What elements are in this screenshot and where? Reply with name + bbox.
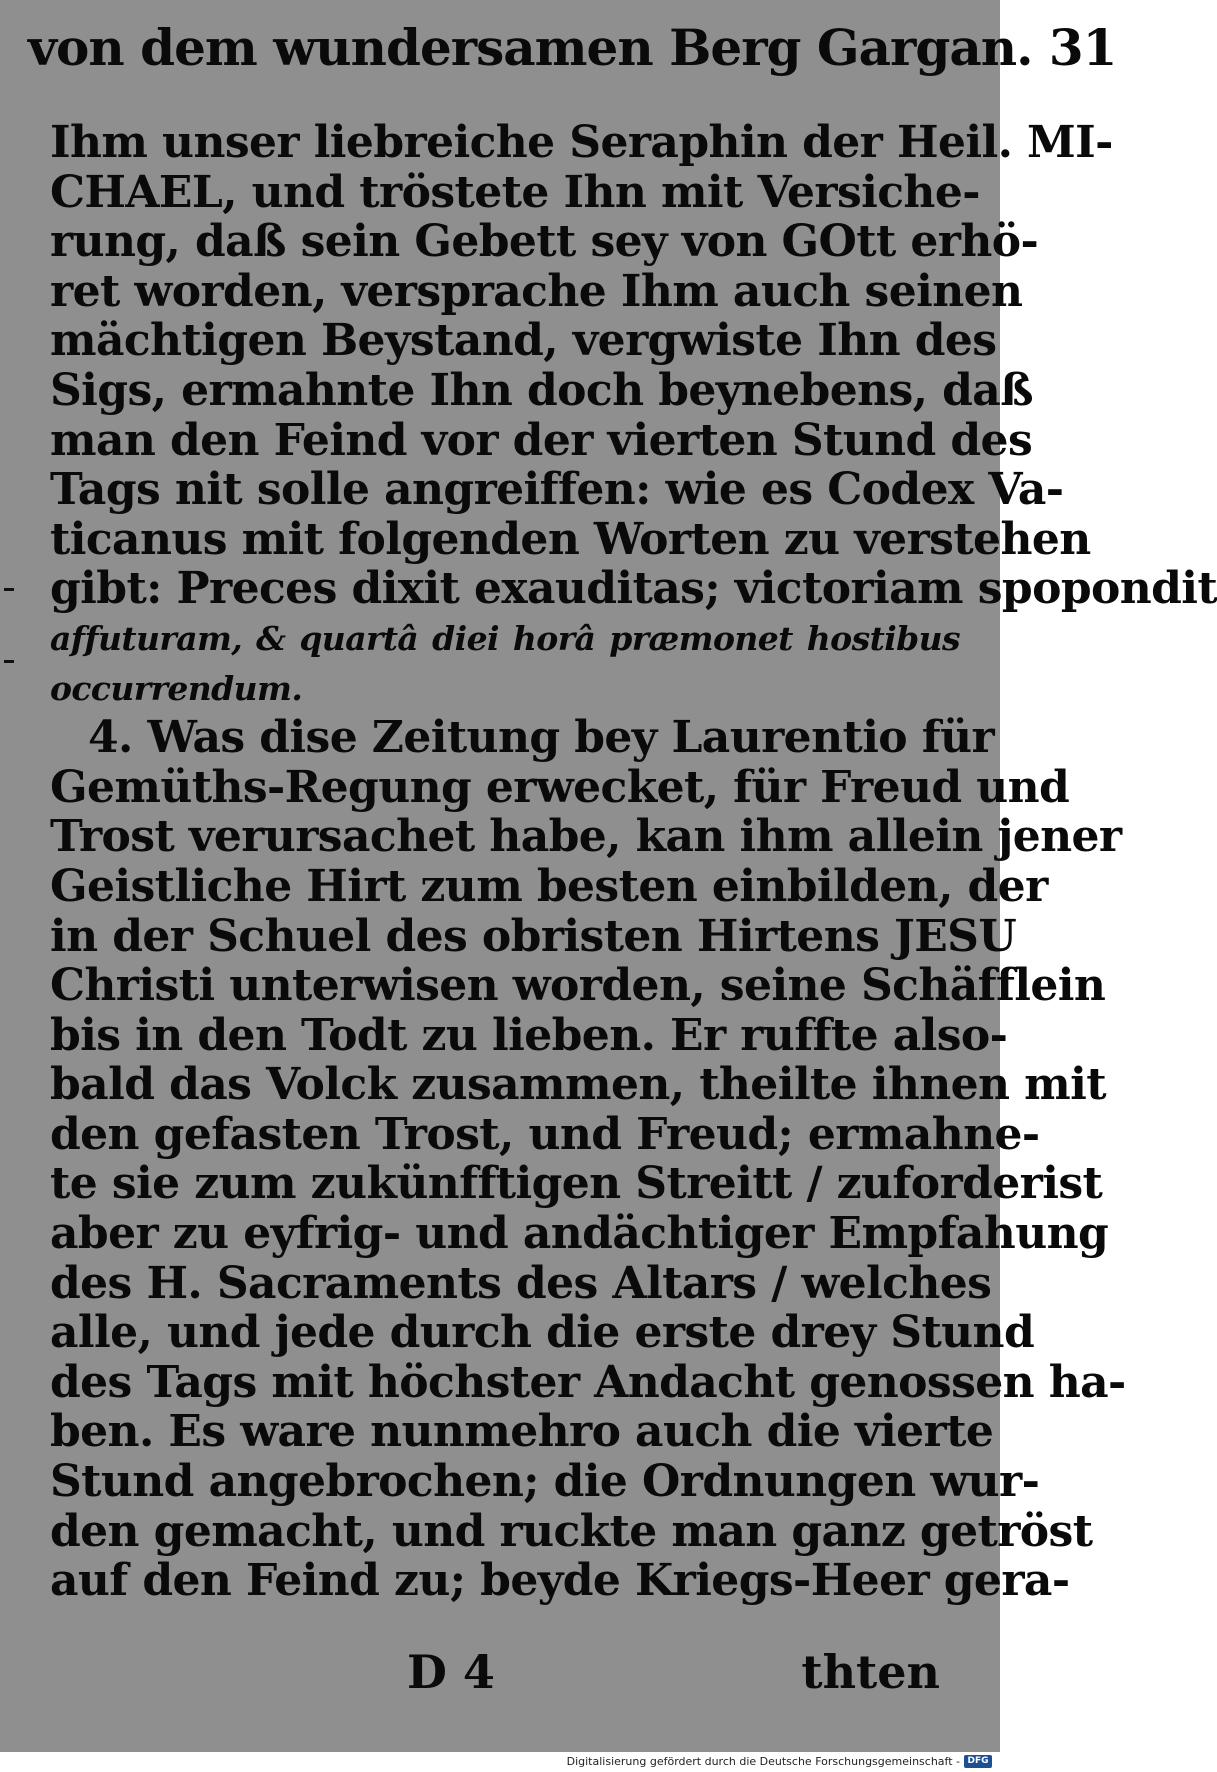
text-line: den gefasten Trost, und Freud; ermahne-: [50, 1108, 1040, 1160]
text-line: Gemüths-Regung erwecket, für Freud und: [50, 761, 1070, 813]
text-line: ben. Es ware nunmehro auch die vierte: [50, 1406, 994, 1458]
text-line: Stund angebrochen; die Ordnungen wur-: [50, 1456, 1040, 1508]
text-line: auf den Feind zu; beyde Kriegs-Heer gera-: [50, 1555, 1070, 1607]
text-line: bald das Volck zusammen, theilte ihnen mit: [50, 1059, 1106, 1111]
text-line: 4. Was dise Zeitung bey Laurentio für: [88, 712, 995, 764]
text-line: man den Feind vor der vierten Stund des: [50, 414, 1033, 466]
text-line: in der Schuel des obristen Hirtens JESU: [50, 910, 1017, 962]
text-line: den gemacht, und ruckte man ganz getröst: [50, 1505, 1093, 1557]
text-line: Sigs, ermahnte Ihn doch beynebens, daß: [50, 364, 1033, 416]
text-line: Geistliche Hirt zum besten einbilden, der: [50, 860, 1048, 912]
dfg-logo: DFG: [964, 1755, 992, 1768]
text-line: des Tags mit höchster Andacht genossen ha-: [50, 1356, 1126, 1408]
text-line: ret worden, versprache Ihm auch seinen: [50, 265, 1023, 317]
text-line: CHAEL, und tröstete Ihn mit Versiche-: [50, 166, 980, 218]
text-line: Ihm unser liebreiche Seraphin der Heil. MI-: [50, 117, 1113, 168]
text-line: rung, daß sein Gebett sey von GOtt erhö-: [50, 216, 1039, 268]
text-line: Christi unterwisen worden, seine Schäfflein: [50, 960, 1106, 1012]
text-line: gibt: Preces dixit exauditas; victoriam spopondit: [50, 563, 1217, 615]
running-head: von dem wundersamen Berg Gargan. 31: [28, 18, 1117, 77]
catchword: thten: [801, 1645, 940, 1699]
text-line: Tags nit solle angreiffen: wie es Codex Va-: [50, 464, 1064, 516]
text-line: mächtigen Beystand, vergwiste Ihn des: [50, 315, 997, 367]
text-line: occurrendum.: [50, 668, 303, 708]
text-line: des H. Sacraments des Altars / welches: [50, 1257, 992, 1309]
text-line: alle, und jede durch die erste drey Stund: [50, 1307, 1035, 1359]
text-line: te sie zum zukünfftigen Streitt / zuforderist: [50, 1158, 1103, 1210]
page-footer: [50, 1642, 960, 1712]
text-line: affuturam, & quartâ diei horâ præmonet hostibus: [50, 618, 960, 658]
body-text: [50, 117, 1217, 1607]
text-line: ticanus mit folgenden Worten zu verstehen: [50, 513, 1091, 565]
digitization-credit: Digitalisierung gefördert durch die Deutsche Forschungsgemeinschaft -: [566, 1755, 960, 1768]
signature-mark: D 4: [407, 1645, 495, 1699]
margin-mark: [4, 588, 14, 591]
text-line: bis in den Todt zu lieben. Er ruffte also-: [50, 1009, 1008, 1061]
text-line: aber zu eyfrig- und andächtiger Empfahung: [50, 1208, 1109, 1260]
text-line: Trost verursachet habe, kan ihm allein jener: [50, 811, 1122, 863]
margin-mark: [4, 660, 14, 663]
